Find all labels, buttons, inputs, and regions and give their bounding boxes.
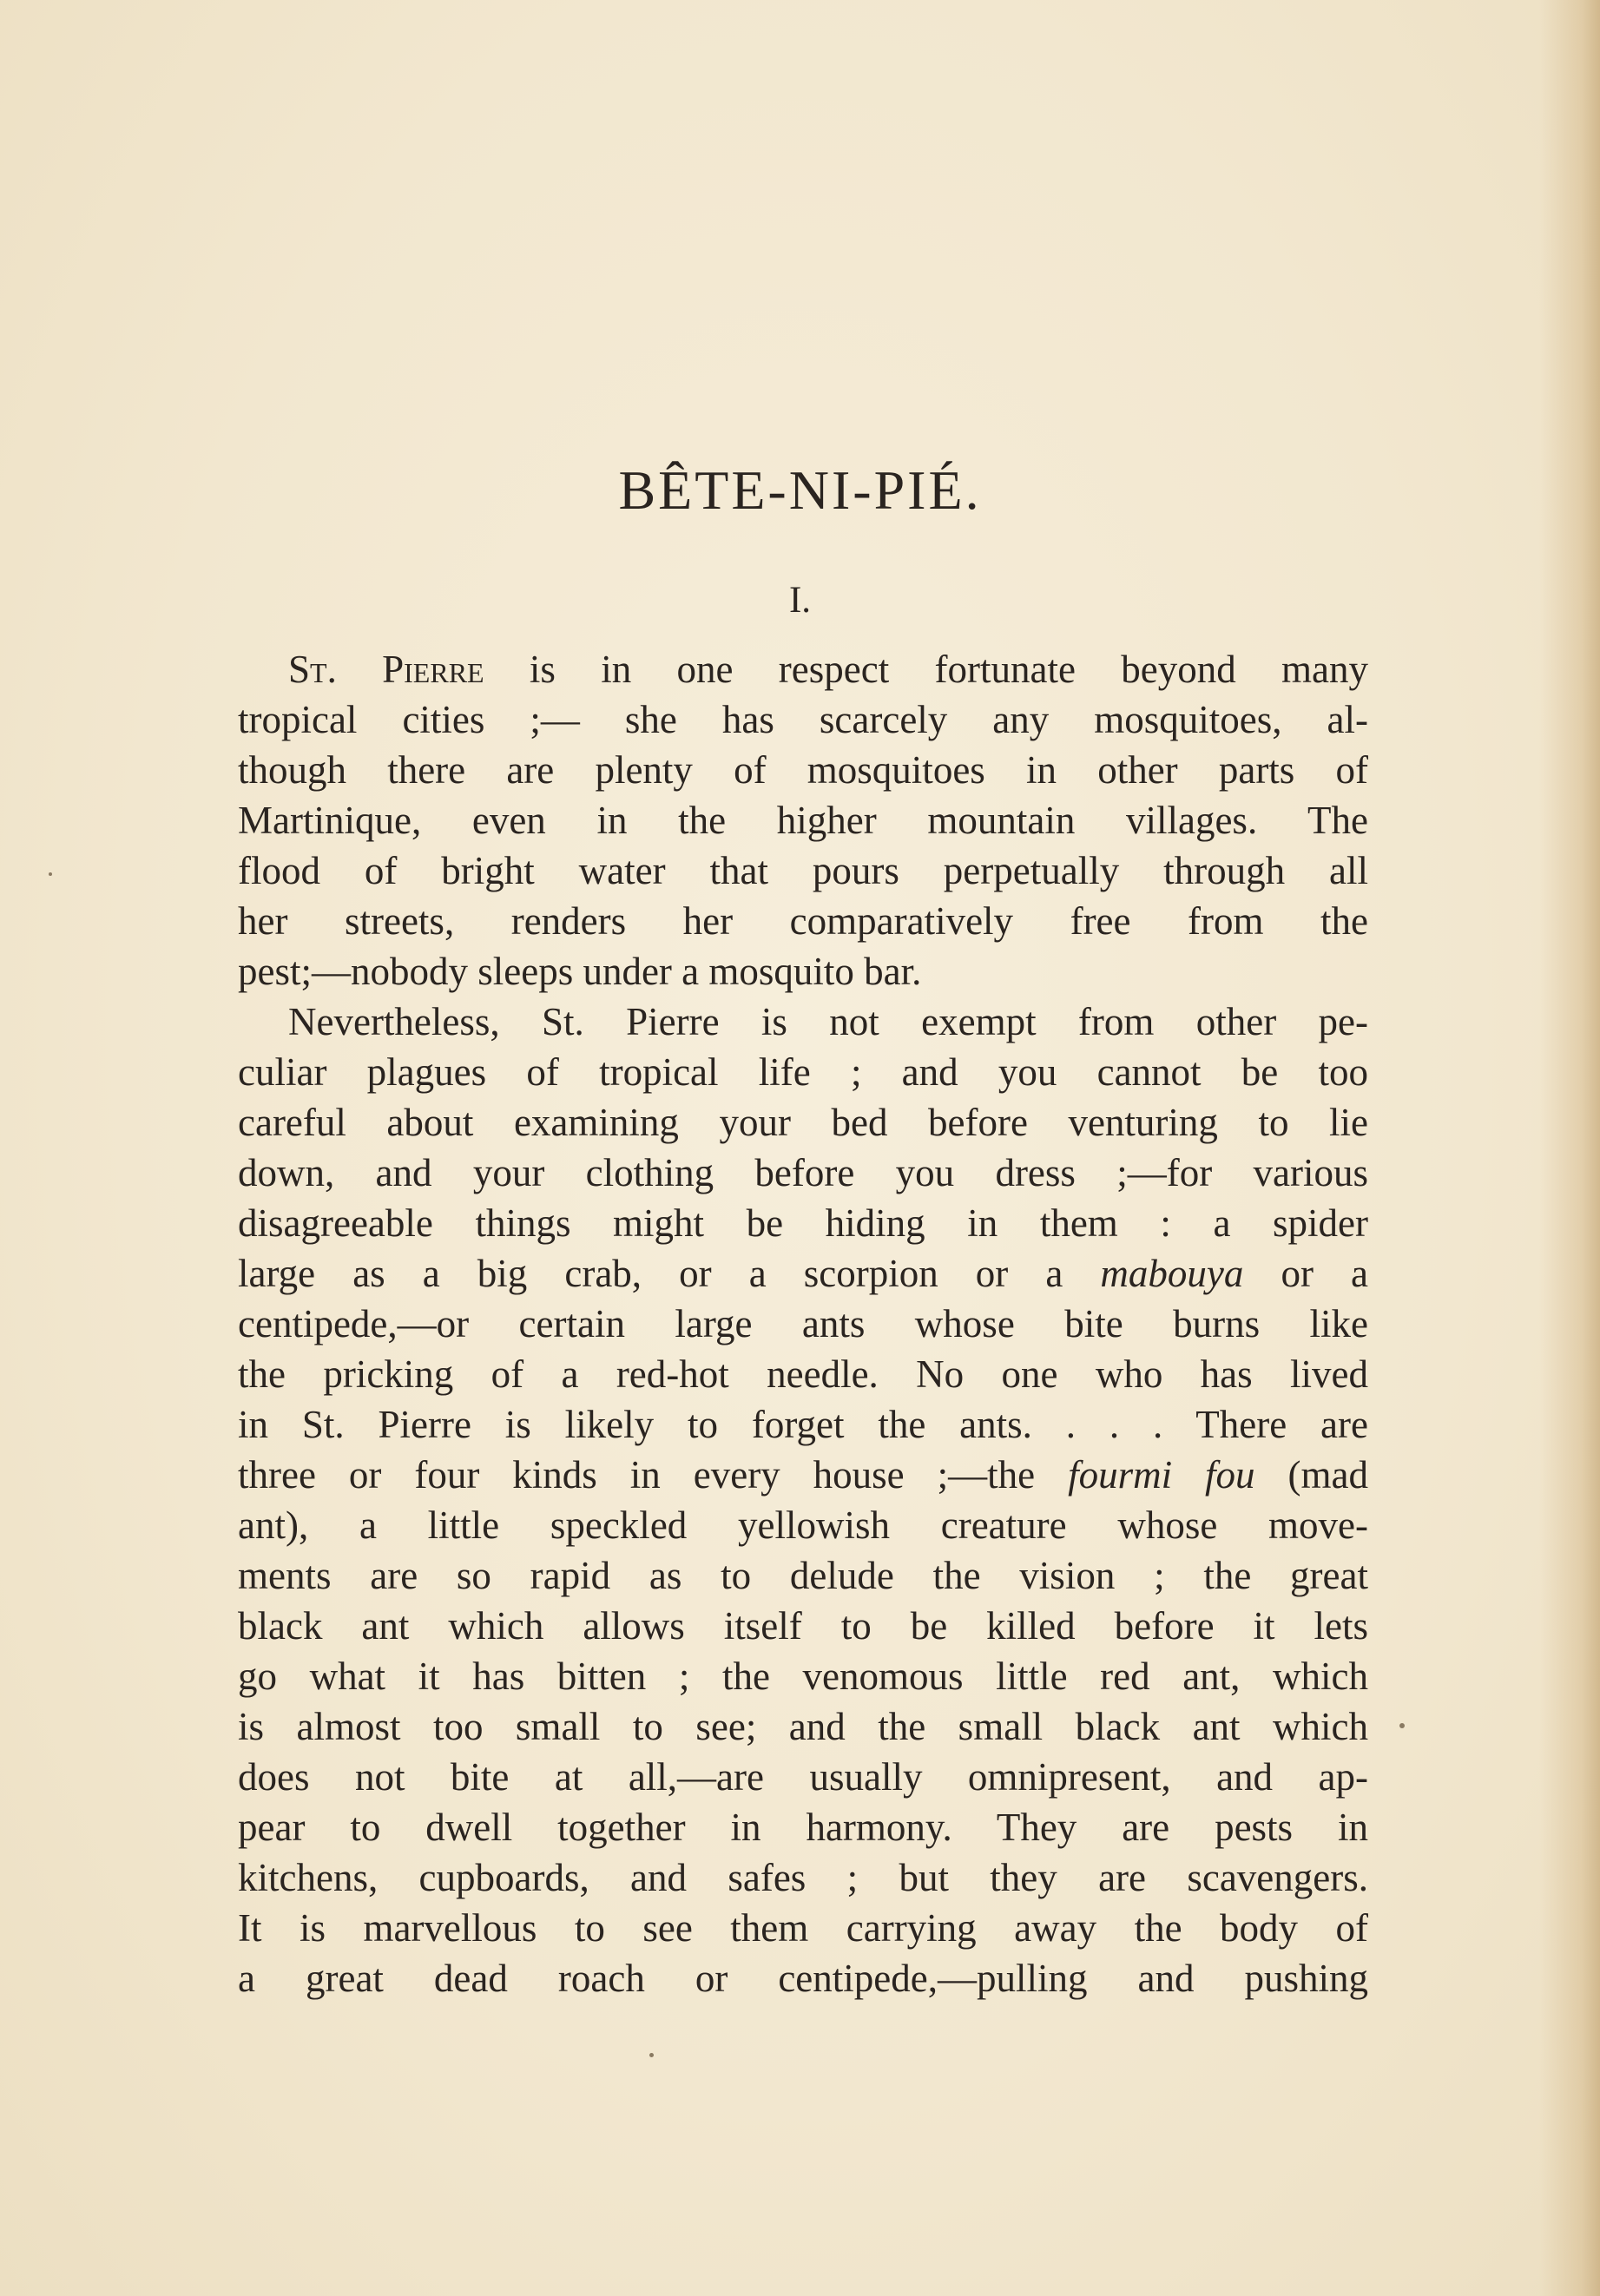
- paper-speck: [49, 872, 52, 876]
- section-number: I.: [788, 580, 812, 621]
- body-text: [238, 644, 1368, 2003]
- text-line: pear to dwell together in harmony. They are pests in: [238, 1806, 1368, 1849]
- small-caps-name: St. Pierre: [288, 648, 484, 691]
- text-line: though there are plenty of mosquitoes in other parts of: [238, 748, 1368, 792]
- text-line: tropical cities ;— she has scarcely any mosquitoes, al-: [238, 698, 1368, 741]
- chapter-title: BÊTE-NI-PIÉ.: [618, 459, 982, 521]
- text-line: It is marvellous to see them carrying away the body of: [238, 1906, 1368, 1950]
- text-line: black ant which allows itself to be killed before it lets: [238, 1604, 1368, 1648]
- text-line: does not bite at all,—are usually omnipresent, and ap-: [238, 1755, 1368, 1799]
- text-line: disagreeable things might be hiding in them : a spider: [238, 1201, 1368, 1245]
- text-line: Martinique, even in the higher mountain villages. The: [238, 799, 1368, 842]
- text-line: kitchens, cupboards, and safes ; but they are scavengers.: [238, 1856, 1368, 1899]
- text-line: ant), a little speckled yellowish creature whose move-: [238, 1503, 1368, 1547]
- text-line: culiar plagues of tropical life ; and you cannot be too: [238, 1050, 1368, 1094]
- text-line: a great dead roach or centipede,—pulling and pushing: [238, 1957, 1368, 2000]
- text-line: pest;—nobody sleeps under a mosquito bar.: [238, 950, 922, 993]
- text-line: St. Pierre is in one respect fortunate beyond many: [288, 648, 1368, 691]
- page-edge-shadow: [1539, 0, 1600, 2296]
- text-line: flood of bright water that pours perpetually through all: [238, 849, 1368, 892]
- text-line: ments are so rapid as to delude the vision ; the great: [238, 1554, 1368, 1597]
- paper-speck: [1399, 1723, 1405, 1728]
- text-line: large as a big crab, or a scorpion or a mabouya or a: [238, 1252, 1368, 1295]
- text-line: in St. Pierre is likely to forget the ants. . . . There are: [238, 1403, 1368, 1446]
- text-line: go what it has bitten ; the venomous little red ant, which: [238, 1655, 1368, 1698]
- text-line: down, and your clothing before you dress ;—for various: [238, 1151, 1368, 1194]
- italic-term: mabouya: [1100, 1252, 1244, 1295]
- text-line: her streets, renders her comparatively free from the: [238, 899, 1368, 943]
- italic-term: fourmi fou: [1068, 1453, 1255, 1497]
- text-line: is almost too small to see; and the small black ant which: [238, 1705, 1368, 1748]
- text-line: careful about examining your bed before venturing to lie: [238, 1101, 1368, 1144]
- text-line: centipede,—or certain large ants whose bite burns like: [238, 1302, 1368, 1345]
- text-line: the pricking of a red-hot needle. No one who has lived: [238, 1352, 1368, 1396]
- text-line: Nevertheless, St. Pierre is not exempt from other pe-: [288, 1000, 1368, 1043]
- text-line: three or four kinds in every house ;—the fourmi fou (mad: [238, 1453, 1368, 1497]
- paper-speck: [649, 2053, 654, 2057]
